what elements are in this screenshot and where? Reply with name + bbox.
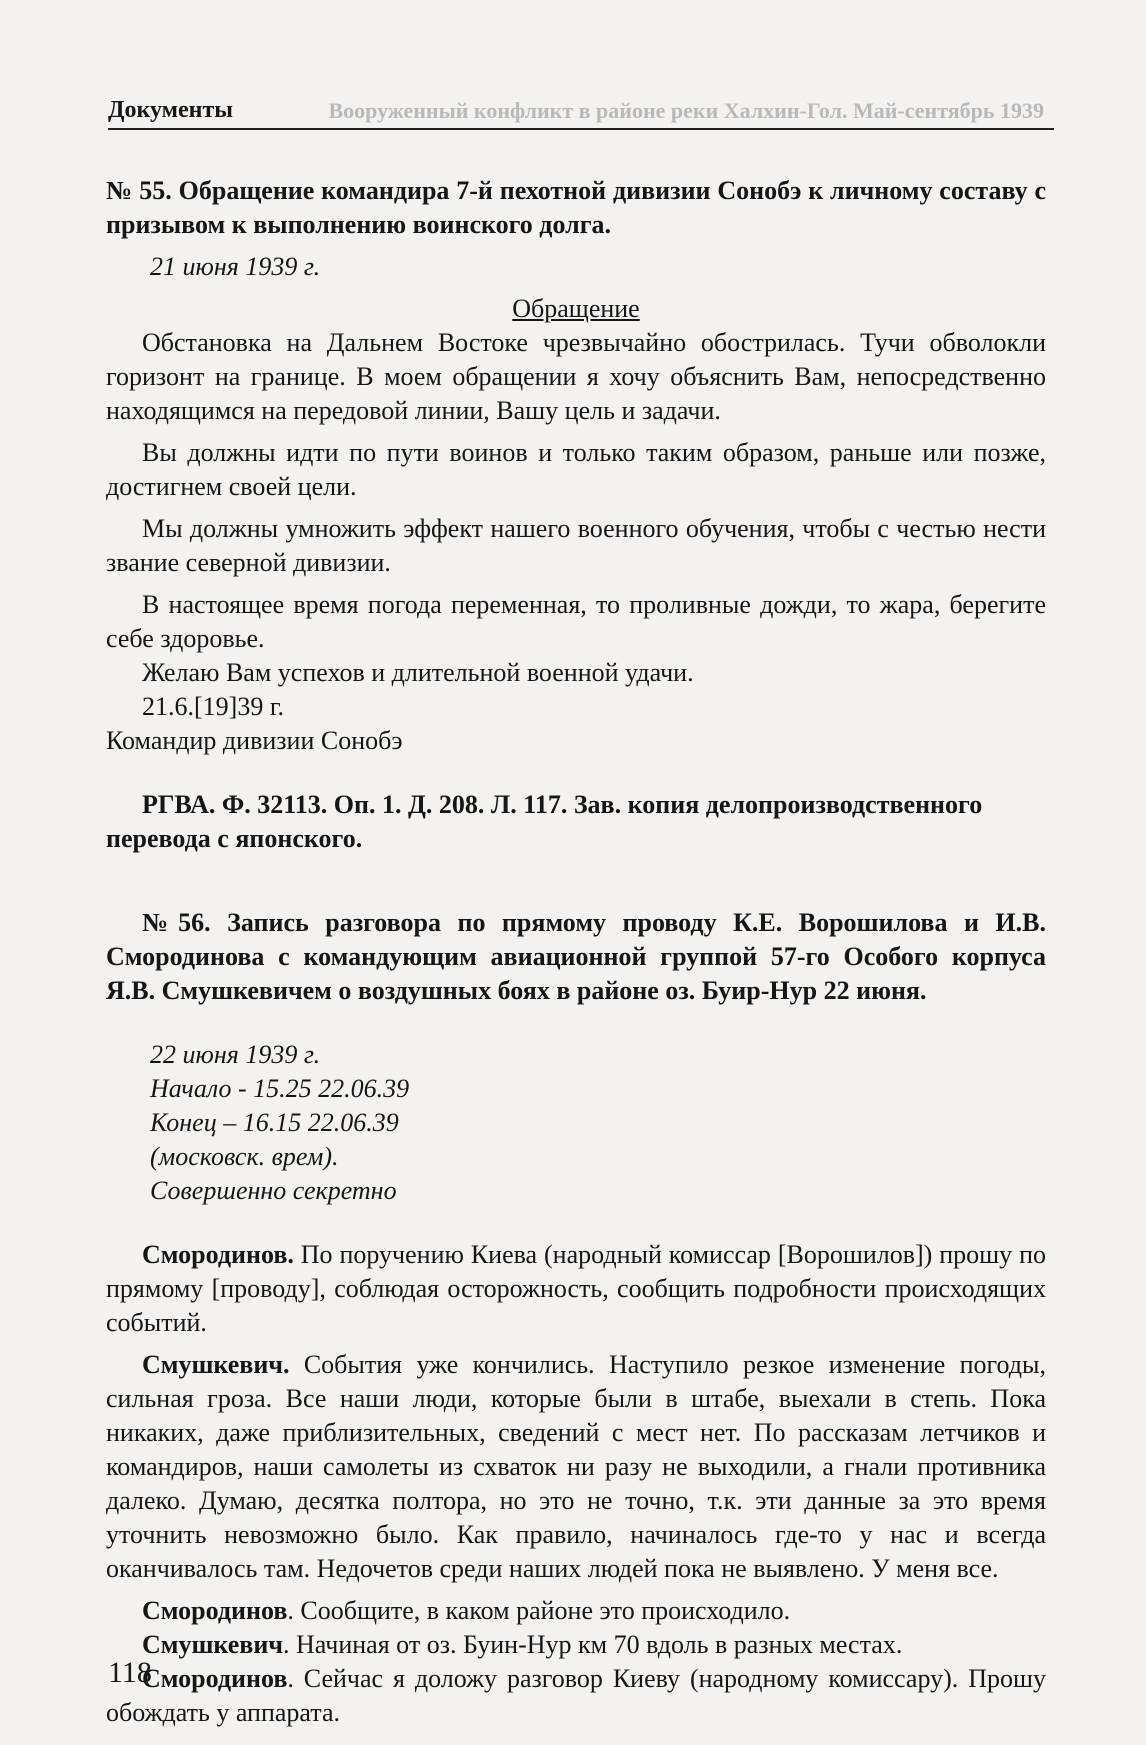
speaker: Смородинов	[142, 1664, 288, 1693]
header-section-title: Документы	[108, 97, 234, 123]
speech: . Сейчас я доложу разговор Киеву (народному комиссару). Прошу обождать у аппарата.	[106, 1664, 1046, 1727]
speaker: Смушкевич	[142, 1630, 283, 1659]
doc56-end: Конец – 16.15 22.06.39	[150, 1108, 399, 1137]
doc56-classification: Совершенно секретно	[150, 1176, 397, 1205]
doc55-heading: Обращение	[512, 294, 640, 323]
doc55-paragraph: В настоящее время погода переменная, то проливные дожди, то жара, берегите себе здоровье.	[106, 590, 1046, 653]
doc56-start: Начало - 15.25 22.06.39	[150, 1074, 410, 1103]
doc55-title: № 55. Обращение командира 7-й пехотной дивизии Сонобэ к личному составу с призывом к выполнению воинского долга.	[106, 176, 1046, 239]
speaker: Смородинов.	[142, 1240, 294, 1269]
dialogue-line	[106, 1628, 1046, 1662]
doc55-signature: Командир дивизии Сонобэ	[106, 726, 403, 755]
speech: По поручению Киева (народный комиссар [Ворошилов]) прошу по прямому [проводу], соблюдая осторожность, сообщить подробности происходящих событий.	[106, 1240, 1046, 1337]
dialogue-line	[106, 1348, 1046, 1586]
doc55-paragraph: Мы должны умножить эффект нашего военного обучения, чтобы с честью нести звание северной дивизии.	[106, 514, 1046, 577]
dialogue-line	[106, 1594, 1046, 1628]
doc56-timezone: (московск. врем).	[150, 1142, 339, 1171]
speech: . Сообщите, в каком районе это происходило.	[287, 1596, 791, 1625]
dialogue-line	[106, 1238, 1046, 1340]
header-book-title-bleed: Вооруженный конфликт в районе реки Халхин-Гол. Май-сентябрь 1939	[328, 98, 1044, 123]
speaker: Смушкевич.	[142, 1350, 290, 1379]
running-header	[108, 88, 1054, 130]
doc56-meta	[106, 1038, 1046, 1208]
doc55-sign-date: 21.6.[19]39 г.	[142, 692, 285, 721]
doc55-paragraph: Обстановка на Дальнем Востоке чрезвычайно обострилась. Тучи обволокли горизонт на границе. В моем обращении я хочу объяснить Вам, непосредственно находящимся на передовой линии, Вашу цель и задачи.	[106, 328, 1046, 425]
page-number: 118	[108, 1656, 152, 1689]
doc55-date: 21 июня 1939 г.	[150, 252, 321, 281]
doc55-paragraph: Вы должны идти по пути воинов и только таким образом, раньше или позже, достигнем своей цели.	[106, 438, 1046, 501]
speaker: Смородинов	[142, 1596, 288, 1625]
doc55-source: РГВА. Ф. 32113. Оп. 1. Д. 208. Л. 117. Зав. копия делопроизводственного перевода с японского.	[106, 790, 983, 853]
speech: События уже кончились. Наступило резкое изменение погоды, сильная гроза. Все наши люди, которые были в штабе, выехали в степь. Пока никаких, даже приблизительных, сведений с мест нет. По рассказам летчиков и командиров, наши самолеты из схваток ни разу не выходили, а гнали противника далеко. Думаю, десятка полтора, но это не точно, т.к. эти данные за это время уточнить невозможно было. Как правило, начиналось где-то у нас и всегда оканчивалось там. Недочетов среди наших людей пока не выявлено. У меня все.	[106, 1350, 1046, 1583]
doc55-paragraph: Желаю Вам успехов и длительной военной удачи.	[142, 658, 694, 687]
dialogue-line	[106, 1662, 1046, 1730]
main-content	[106, 174, 1046, 1730]
speech: . Начиная от оз. Буин-Нур км 70 вдоль в разных местах.	[283, 1630, 903, 1659]
doc56-date: 22 июня 1939 г.	[150, 1040, 321, 1069]
doc56-title: №56. Запись разговора по прямому проводу К.Е. Ворошилова и И.В. Смородинова с командующим авиационной группой 57-го Особого корпуса Я.В. Смушкевичем о воздушных боях в районе оз. Буир-Нур 22 июня.	[106, 908, 1046, 1005]
